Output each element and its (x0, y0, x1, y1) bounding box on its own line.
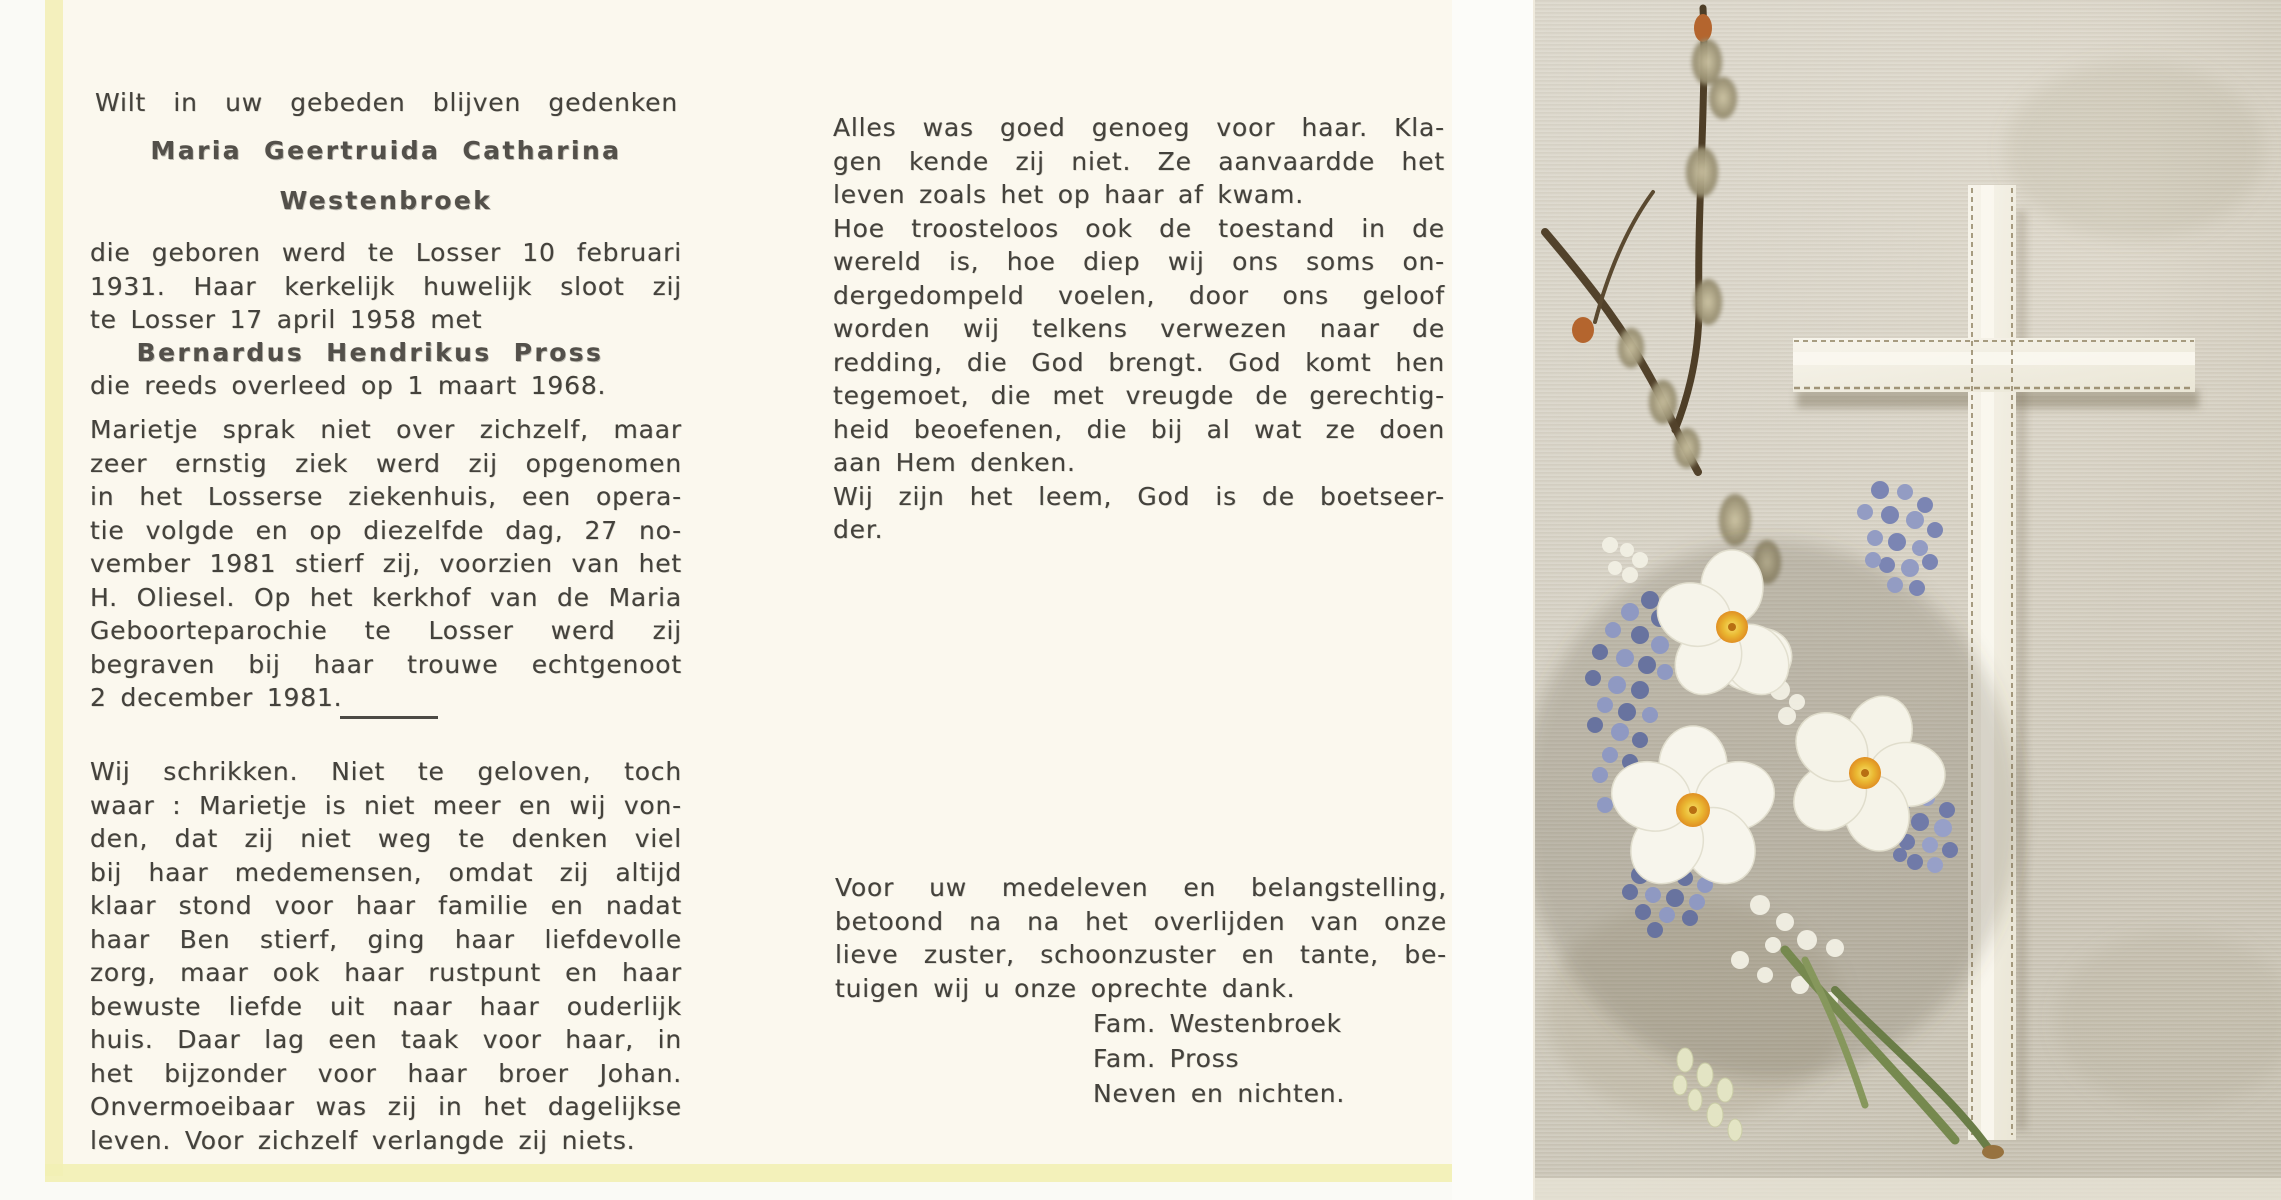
text-line: klaar stond voor haar familie en nadat (90, 891, 682, 920)
text-line: Wij schrikken. Niet te geloven, toch (90, 757, 682, 786)
birth-paragraph (90, 236, 682, 337)
text-line: het bijzonder voor haar broer Johan. (90, 1058, 682, 1088)
clay-paragraph (833, 480, 1445, 547)
text-line: 2 december 1981. (90, 683, 343, 712)
text-line: tegemoet, die met vreugde de gerechtig- (833, 381, 1445, 410)
text-line: der. (833, 515, 884, 544)
intro-line: Wilt in uw gebeden blijven gedenken (95, 88, 678, 117)
section-divider (340, 716, 438, 719)
text-line: haar Ben stierf, ging haar liefdevolle (90, 924, 682, 954)
canvas-smudge (2055, 930, 2281, 1110)
text-line: redding, die God brengt. God komt hen (833, 347, 1445, 377)
text-line: dergedompeld voelen, door ons geloof (833, 280, 1445, 310)
text-line: gen kende zij niet. Ze aanvaardde het (833, 146, 1445, 176)
text-line: tie volgde en op diezelfde dag, 27 no- (90, 515, 682, 545)
spouse-name: Bernardus Hendrikus Pross (136, 338, 604, 367)
canvas-smudge (2005, 60, 2265, 240)
text-line: waar : Marietje is niet meer en wij von- (90, 790, 682, 820)
text-line: zeer ernstig ziek werd zij opgenomen (90, 448, 682, 478)
text-line: Fam. Pross (1093, 1044, 1240, 1073)
text-line: den, dat zij niet weg te denken viel (90, 824, 682, 853)
text-line: leven zoals het op haar af kwam. (833, 180, 1304, 209)
memorial-photo (1533, 0, 2281, 1200)
text-line: heid beoefenen, die bij al wat ze doen (833, 414, 1445, 444)
text-line: Onvermoeibaar was zij in het dagelijkse (90, 1092, 682, 1121)
text-line: Geboorteparochie te Losser werd zij (90, 616, 682, 645)
text-line: Voor uw medeleven en belangstelling, (835, 873, 1447, 902)
text-line: Marietje sprak niet over zichzelf, maar (90, 415, 682, 444)
text-line: begraven bij haar trouwe echtgenoot (90, 649, 682, 679)
text-line: aan Hem denken. (833, 448, 1076, 477)
text-line: H. Oliesel. Op het kerkhof van de Maria (90, 582, 682, 612)
text-line: Hoe troosteloos ook de toestand in de (833, 213, 1445, 243)
text-line: bij haar medemensen, omdat zij altijd (90, 857, 682, 887)
text-line: in het Losserse ziekenhuis, een opera- (90, 482, 682, 511)
card-edge-bottom (45, 1164, 1452, 1182)
text-line: 1931. Haar kerkelijk huwelijk sloot zij (90, 271, 682, 301)
text-line: bewuste liefde uit naar haar ouderlijk (90, 991, 682, 1021)
text-line: vember 1981 stierf zij, voorzien van het (90, 549, 682, 578)
text-line: Alles was goed genoeg voor haar. Kla- (833, 113, 1445, 142)
acceptance-paragraph (833, 111, 1445, 212)
text-line: die geboren werd te Losser 10 februari (90, 238, 682, 267)
text-line: huis. Daar lag een taak voor haar, in (90, 1025, 682, 1054)
text-line: Neven en nichten. (1093, 1079, 1346, 1108)
photo-illustration (1535, 0, 2281, 1200)
text-line: betoond na na het overlijden van onze (835, 906, 1447, 936)
card-edge-left (45, 0, 63, 1176)
spouse-death-line: die reeds overleed op 1 maart 1968. (90, 371, 607, 400)
text-line: worden wij telkens verwezen naar de (833, 314, 1445, 343)
text-line: te Losser 17 april 1958 met (90, 305, 483, 334)
photo-bottom-edge (1535, 1178, 2281, 1200)
pussy-willow-branches (1545, 8, 1712, 472)
memory-paragraph (90, 755, 682, 1157)
faith-paragraph (833, 212, 1445, 480)
text-line: Fam. Westenbroek (1093, 1009, 1342, 1038)
life-paragraph (90, 413, 682, 715)
text-line: Wij zijn het leem, God is de boetseer- (833, 481, 1445, 511)
text-line: tuigen wij u onze oprechte dank. (835, 973, 1296, 1003)
text-line: leven. Voor zichzelf verlangde zij niets. (90, 1125, 636, 1155)
thanks-paragraph (835, 871, 1447, 1005)
signature-block (1093, 1007, 1513, 1112)
deceased-name-line1: Maria Geertruida Catharina (150, 136, 622, 165)
text-line: lieve zuster, schoonzuster en tante, be- (835, 940, 1447, 969)
stem-tip (1982, 1145, 2004, 1159)
deceased-name-line2: Westenbroek (279, 186, 493, 215)
text-line: zorg, maar ook haar rustpunt en haar (90, 958, 682, 987)
text-line: wereld is, hoe diep wij ons soms on- (833, 247, 1445, 276)
